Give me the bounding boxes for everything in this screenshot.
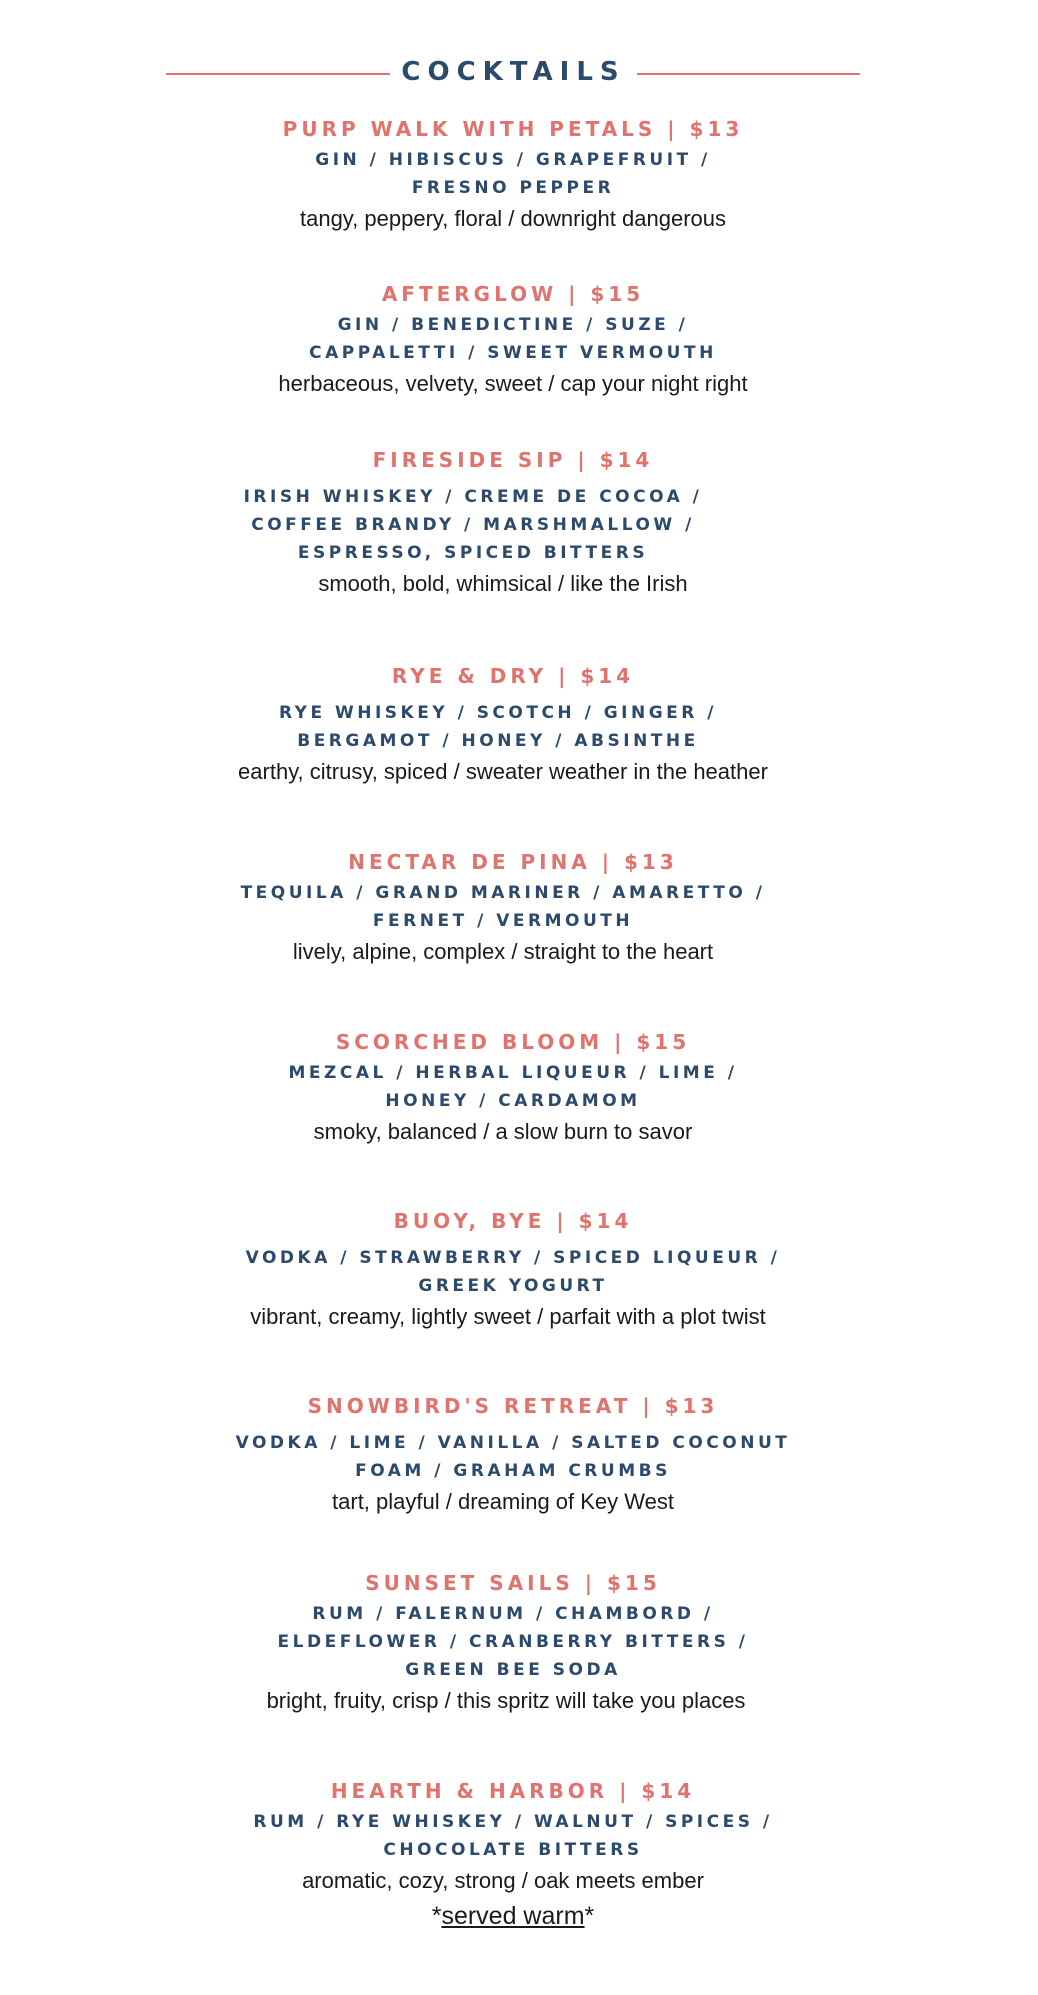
cocktail-name: BUOY, BYE | $14	[393, 1209, 633, 1233]
ingredients-line: COFFEE BRANDY / MARSHMALLOW /	[251, 515, 695, 535]
cocktail-name: SNOWBIRD'S RETREAT | $13	[307, 1394, 719, 1418]
menu-header	[0, 52, 1038, 92]
ingredients-line: ELDEFLOWER / CRANBERRY BITTERS /	[277, 1632, 749, 1652]
served-warm-note	[166, 1898, 860, 1934]
menu-title: COCKTAILS	[401, 57, 626, 87]
header-rule-right	[637, 73, 860, 75]
cocktail-description: smoky, balanced / a slow burn to savor	[313, 1119, 693, 1144]
cocktail-name: NECTAR DE PINA | $13	[348, 850, 678, 874]
ingredients-line: MEZCAL / HERBAL LIQUEUR / LIME /	[288, 1063, 738, 1083]
ingredients-line: VODKA / STRAWBERRY / SPICED LIQUEUR /	[245, 1248, 781, 1268]
cocktail-name: SUNSET SAILS | $15	[365, 1571, 661, 1595]
menu-item-afterglow	[166, 277, 860, 401]
header-rule-left	[166, 73, 390, 75]
cocktail-name: HEARTH & HARBOR | $14	[330, 1779, 696, 1803]
ingredients-line: RYE WHISKEY / SCOTCH / GINGER /	[279, 703, 717, 723]
menu-item-rye-and-dry	[166, 659, 860, 789]
cocktail-name: SCORCHED BLOOM | $15	[335, 1030, 691, 1054]
ingredients-line: CHOCOLATE BITTERS	[383, 1840, 643, 1860]
menu-item-scorched-bloom	[166, 1025, 860, 1149]
menu-item-hearth-and-harbor	[166, 1774, 860, 1934]
menu-item-sunset-sails	[166, 1566, 860, 1718]
ingredients-line: GREEK YOGURT	[418, 1276, 608, 1296]
menu-item-fireside-sip	[166, 443, 860, 601]
cocktail-name: FIRESIDE SIP | $14	[372, 448, 654, 472]
ingredients-line: CAPPALETTI / SWEET VERMOUTH	[309, 343, 717, 363]
cocktail-name: PURP WALK WITH PETALS | $13	[282, 117, 744, 141]
ingredients-line: HONEY / CARDAMOM	[385, 1091, 641, 1111]
menu-item-purp-walk-with-petals	[166, 112, 860, 236]
cocktail-description: earthy, citrusy, spiced / sweater weather in the heather	[238, 759, 768, 784]
menu-item-nectar-de-pina	[166, 845, 860, 969]
menu-item-snowbirds-retreat	[166, 1389, 860, 1519]
ingredients-line: FERNET / VERMOUTH	[372, 911, 634, 931]
ingredients-line: GREEN BEE SODA	[405, 1660, 621, 1680]
menu-item-buoy-bye	[166, 1204, 860, 1334]
note-suffix: *	[584, 1902, 595, 1930]
ingredients-line: BERGAMOT / HONEY / ABSINTHE	[297, 731, 699, 751]
ingredients-line: VODKA / LIME / VANILLA / SALTED COCONUT	[235, 1433, 791, 1453]
cocktail-description: herbaceous, velvety, sweet / cap your night right	[278, 371, 748, 396]
ingredients-line: FOAM / GRAHAM CRUMBS	[355, 1461, 671, 1481]
cocktail-description: vibrant, creamy, lightly sweet / parfait with a plot twist	[250, 1304, 766, 1329]
ingredients-line: RUM / FALERNUM / CHAMBORD /	[312, 1604, 714, 1624]
ingredients-line: RUM / RYE WHISKEY / WALNUT / SPICES /	[253, 1812, 773, 1832]
cocktail-name: AFTERGLOW | $15	[381, 282, 645, 306]
note-text: served warm	[441, 1902, 585, 1930]
ingredients-line: GIN / BENEDICTINE / SUZE /	[337, 315, 689, 335]
cocktail-description: bright, fruity, crisp / this spritz will take you places	[266, 1688, 746, 1713]
ingredients-line: ESPRESSO, SPICED BITTERS	[297, 543, 649, 563]
cocktail-description: tangy, peppery, floral / downright dangerous	[299, 206, 726, 231]
ingredients-line: IRISH WHISKEY / CREME DE COCOA /	[243, 487, 703, 507]
cocktail-description: smooth, bold, whimsical / like the Irish	[318, 571, 688, 596]
cocktail-description: aromatic, cozy, strong / oak meets ember	[302, 1868, 704, 1893]
ingredients-line: TEQUILA / GRAND MARINER / AMARETTO /	[240, 883, 766, 903]
cocktail-name: RYE & DRY | $14	[391, 664, 635, 688]
cocktail-description: tart, playful / dreaming of Key West	[332, 1489, 674, 1514]
ingredients-line: GIN / HIBISCUS / GRAPEFRUIT /	[315, 150, 711, 170]
ingredients-line: FRESNO PEPPER	[411, 178, 615, 198]
note-prefix: *	[431, 1902, 442, 1930]
cocktail-description: lively, alpine, complex / straight to the heart	[292, 939, 714, 964]
